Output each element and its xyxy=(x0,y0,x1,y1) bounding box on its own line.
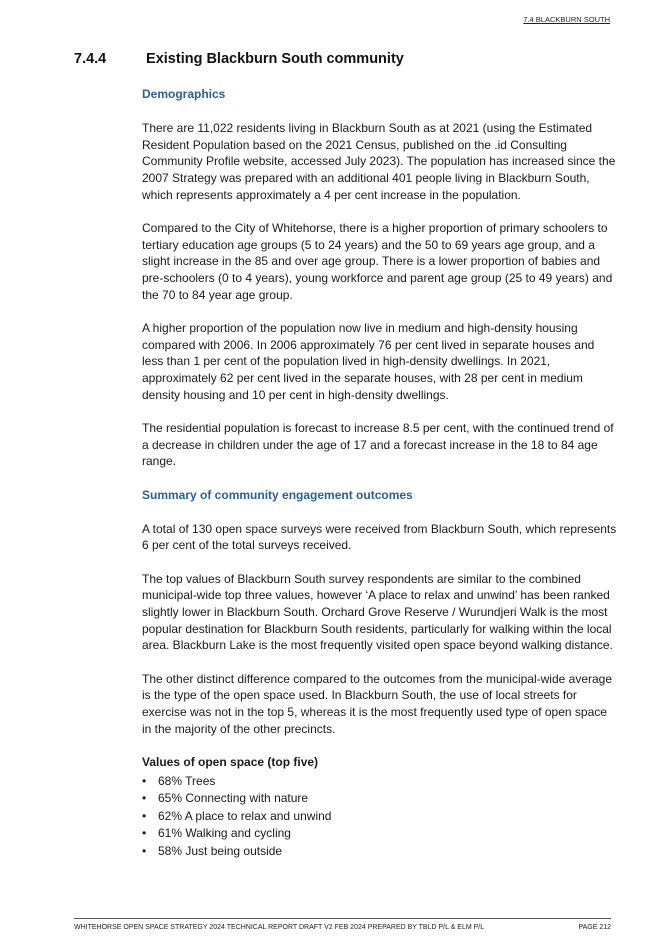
list-item xyxy=(142,825,617,843)
list-item-text: 62% A place to relax and unwind xyxy=(158,808,332,823)
demographics-paragraph-2: Compared to the City of Whitehorse, there is a higher proportion of primary schoolers to tertiary education age groups (5 to 24 years) and the 50 to 69 years age group, and a slight increase in the 85 and over age group. There is a lower proportion of babies and pre-schoolers (0 to 4 years), young workforce and parent age group (25 to 49 years) and the 70 to 84 year age group. xyxy=(142,221,613,302)
section-heading xyxy=(74,51,404,67)
list-item xyxy=(142,790,617,808)
bullet-icon: • xyxy=(142,791,147,806)
bullet-icon: • xyxy=(142,826,147,841)
engagement-paragraph-3: The other distinct difference compared to the outcomes from the municipal-wide average is the type of the open space used. In Blackburn South, the use of local streets for exercise was not in the top 5, whereas it is the most frequently used type of open space in the majority of the other precincts. xyxy=(142,671,613,736)
list-item-text: 58% Just being outside xyxy=(158,843,283,858)
list-item-text: 65% Connecting with nature xyxy=(158,791,309,806)
bullet-icon: • xyxy=(142,843,147,858)
values-list xyxy=(142,773,617,861)
demographics-paragraph-1: There are 11,022 residents living in Blackburn South as at 2021 (using the Estimated Resident Population based on the 2021 Census, published on the .id Consulting Community Profile website, accessed July 2023). The population has increased since the 2007 Strategy was prepared with an additional 401 people living in Blackburn South, which represents approximately a 4 per cent increase in the population. xyxy=(142,121,616,202)
list-item-text: 68% Trees xyxy=(158,773,216,788)
engagement-paragraph-1: A total of 130 open space surveys were received from Blackburn South, which represents 6 per cent of the total surveys received. xyxy=(142,521,617,553)
demographics-heading: Demographics xyxy=(142,87,226,101)
engagement-paragraph-2: The top values of Blackburn South survey respondents are similar to the combined municipal-wide top three values, however ‘A place to relax and unwind’ has been ranked slightly lower in Blackburn South. Orchard Grove Reserve / Wurundjeri Walk is the most popular destination for Blackburn South residents, particularly for walking within the local area. Blackburn Lake is the most frequently visited open space beyond walking distance. xyxy=(142,571,613,653)
footer-document-info: WHITEHORSE OPEN SPACE STRATEGY 2024 TECHNICAL REPORT DRAFT V2 FEB 2024 PREPARED BY TBLD P/L & ELM P/L xyxy=(74,924,485,931)
section-title: Existing Blackburn South community xyxy=(146,51,404,67)
list-item-text: 61% Walking and cycling xyxy=(158,826,291,841)
list-item xyxy=(142,773,617,791)
page-body xyxy=(142,86,617,861)
bullet-icon: • xyxy=(142,808,147,823)
bullet-icon: • xyxy=(142,773,147,788)
list-item xyxy=(142,843,617,861)
section-number: 7.4.4 xyxy=(74,51,107,67)
demographics-paragraph-4: The residential population is forecast to increase 8.5 per cent, with the continued trend of a decrease in children under the age of 17 and a forecast increase in the 18 to 84 age range. xyxy=(142,421,614,469)
demographics-paragraph-3: A higher proportion of the population now live in medium and high-density housing compared with 2006. In 2006 approximately 76 per cent lived in separate houses and less than 1 per cent of the population lived in high-density dwellings. In 2021, approximately 62 per cent lived in the separate houses, with 28 per cent in medium density housing and 10 per cent in high-density dwellings. xyxy=(142,321,595,402)
values-list-title: Values of open space (top five) xyxy=(142,754,319,769)
running-header: 7.4 BLACKBURN SOUTH xyxy=(523,15,610,24)
footer-page-number: PAGE 212 xyxy=(578,924,611,931)
footer-divider xyxy=(74,918,611,919)
list-item xyxy=(142,808,617,826)
engagement-heading: Summary of community engagement outcomes xyxy=(142,487,413,502)
